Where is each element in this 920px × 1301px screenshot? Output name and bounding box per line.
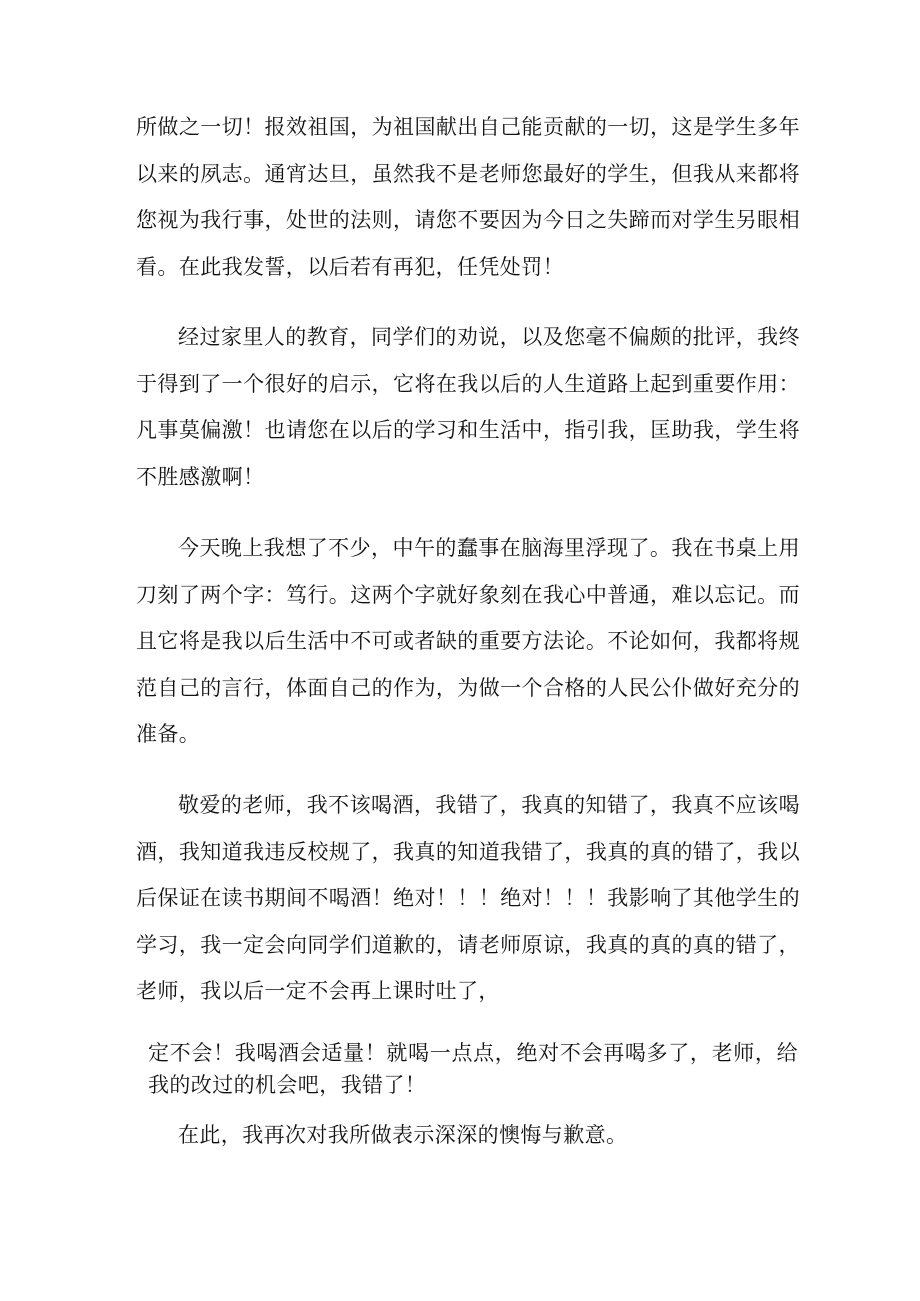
paragraph-1: 所做之一切！报效祖国，为祖国献出自己能贡献的一切，这是学生多年以来的夙志。通宵达旦，虽然我不是老师您最好的学生，但我从来都将您视为我行事，处世的法则，请您不要因为今日之失蹄而对学生另眼相看。在此我发誓，以后若有再犯，任凭处罚！ xyxy=(136,115,800,279)
paragraph-4: 敬爱的老师，我不该喝酒，我错了，我真的知错了，我真不应该喝酒，我知道我违反校规了，我真的知道我错了，我真的真的错了，我以后保证在读书期间不喝酒！绝对！！！绝对！！！我影响了其他学生的学习，我一定会向同学们道歉的，请老师原谅，我真的真的真的错了，老师，我以后一定不会再上课时吐了， xyxy=(136,793,800,1003)
paragraph-2: 经过家里人的教育，同学们的劝说，以及您毫不偏颇的批评，我终于得到了一个很好的启示，它将在我以后的人生道路上起到重要作用：凡事莫偏激！也请您在以后的学习和生活中，指引我，匡助我，学生将不胜感激啊！ xyxy=(136,325,800,489)
paragraph-5: 定不会！我喝酒会适量！就喝一点点，绝对不会再喝多了，老师，给我的改过的机会吧，我错了！ xyxy=(148,1041,798,1097)
paragraph-6: 在此，我再次对我所做表示深深的懊悔与歉意。 xyxy=(178,1123,628,1147)
paragraph-3: 今天晚上我想了不少，中午的蠢事在脑海里浮现了。我在书桌上用刀刻了两个字：笃行。这两个字就好象刻在我心中普通，难以忘记。而且它将是我以后生活中不可或者缺的重要方法论。不论如何，我都将规范自己的言行，体面自己的作为，为做一个合格的人民公仆做好充分的准备。 xyxy=(136,536,800,746)
